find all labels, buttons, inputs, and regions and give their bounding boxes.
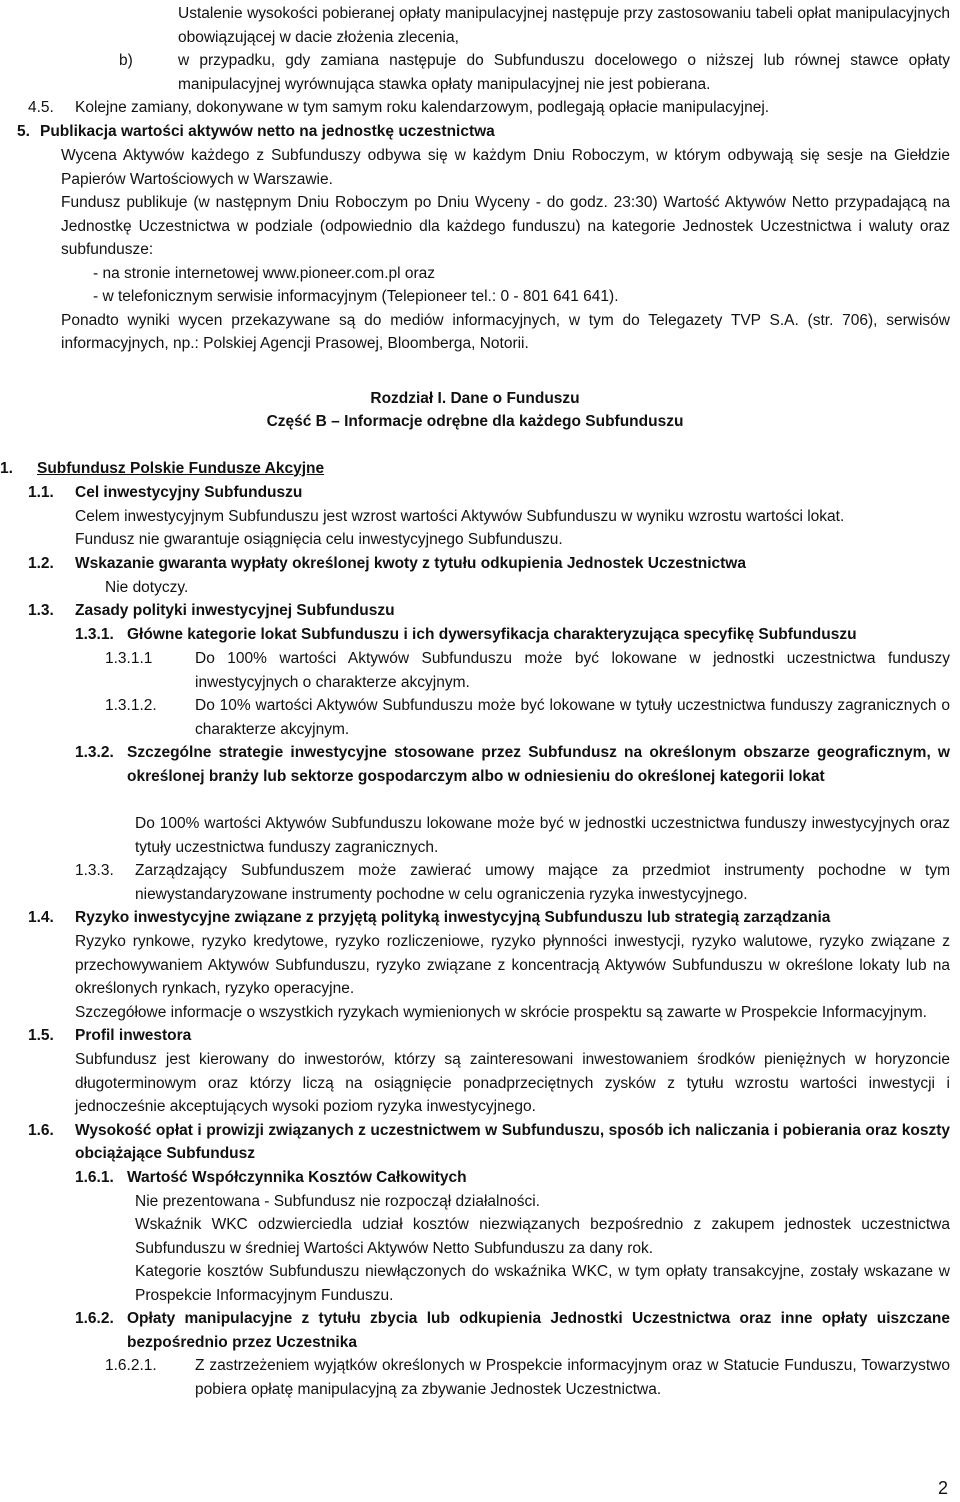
- section-1-3-2-heading: [0, 741, 960, 812]
- list-item-text: w przypadku, gdy zamiana następuje do Subfunduszu docelowego o niższej lub równej stawce opłaty manipulacyjnej wyrównująca stawka opłaty manipulacyjnej nie jest pobierana.: [178, 52, 950, 93]
- section-5-heading: [0, 120, 960, 144]
- section-number: 1.5.: [28, 1027, 54, 1044]
- list-marker: b): [119, 52, 133, 69]
- section-1-6-heading: [0, 1119, 960, 1166]
- clause-number: 1.3.1.1: [105, 650, 153, 667]
- section-title: Cel inwestycyjny Subfunduszu: [75, 483, 303, 501]
- paragraph: Szczegółowe informacje o wszystkich ryzykach wymienionych w skrócie prospektu są zawarte w Prospekcie Informacyjnym.: [75, 1003, 927, 1021]
- section-number: 1.3.2.: [75, 744, 114, 761]
- section-title: Ryzyko inwestycyjne związane z przyjętą polityką inwestycyjną Subfunduszu lub strategią zarządzania: [75, 909, 831, 926]
- page-number: 2: [937, 1477, 948, 1498]
- section-1-6-2-heading: [0, 1307, 960, 1354]
- clause-text: Do 100% wartości Aktywów Subfunduszu może być lokowane w jednostki uczestnictwa funduszy inwestycyjnych o charakterze akcyjnym.: [195, 650, 950, 691]
- section-title: Subfundusz Polskie Fundusze Akcyjne: [37, 459, 325, 477]
- section-1-4-heading: [0, 906, 960, 930]
- section-title: Wskazanie gwaranta wypłaty określonej kwoty z tytułu odkupienia Jednostek Uczestnictwa: [75, 554, 746, 572]
- paragraph: Ponadto wyniki wycen przekazywane są do mediów informacyjnych, w tym do Telegazety TVP S.A. (str. 706), serwisów informacyjnych, np.: Polskiej Agencji Prasowej, Bloomberga, Notorii.: [61, 311, 950, 352]
- document-page: [0, 2, 960, 1401]
- clause-number: 1.3.3.: [75, 862, 114, 879]
- clause-text: Zarządzający Subfunduszem może zawierać umowy mające za przedmiot instrumenty pochodne w tym niewystandaryzowane instrumenty pochodne w celu ograniczenia ryzyka inwestycyjnego.: [135, 862, 950, 903]
- section-number: 1.: [0, 459, 13, 477]
- section-title: Zasady polityki inwestycyjnej Subfunduszu: [75, 602, 395, 619]
- section-number: 1.1.: [28, 483, 54, 501]
- section-1-5-heading: [0, 1024, 960, 1048]
- section-title: Wartość Współczynnika Kosztów Całkowitych: [127, 1168, 467, 1186]
- section-number: 1.6.: [28, 1121, 54, 1139]
- paragraph: Do 100% wartości Aktywów Subfunduszu lokowane może być w jednostki uczestnictwa funduszy inwestycyjnych oraz tytuły uczestnictwa funduszy zagranicznych.: [135, 815, 950, 856]
- section-number: 5.: [17, 123, 30, 140]
- paragraph: Wskaźnik WKC odzwierciedla udział kosztów niezwiązanych bezpośrednio z zakupem jednostek uczestnictwa Subfunduszu w średniej Wartości Aktywów Netto Subfunduszu za dany rok.: [135, 1216, 950, 1257]
- section-number: 1.6.2.: [75, 1310, 114, 1327]
- paragraph: Fundusz nie gwarantuje osiągnięcia celu inwestycyjnego Subfunduszu.: [75, 531, 563, 548]
- section-1-6-1-heading: [0, 1166, 960, 1190]
- paragraph: Ryzyko rynkowe, ryzyko kredytowe, ryzyko rozliczeniowe, ryzyko płynności inwestycji, ryzyko walutowe, ryzyko związane z przechowywaniem Aktywów Subfunduszu, ryzyko związane z koncentracją Aktywów Subfunduszu w określone lokaty lub na określonych rynkach, ryzyko operacyjne.: [75, 933, 950, 997]
- section-title: Wysokość opłat i prowizji związanych z uczestnictwem w Subfunduszu, sposób ich naliczania i pobierania oraz koszty obciążające Subfundusz: [75, 1121, 950, 1162]
- clause-text: Do 10% wartości Aktywów Subfunduszu może być lokowane w tytuły uczestnictwa funduszy zagranicznych o charakterze akcyjnym.: [195, 697, 950, 738]
- clause-text: Kolejne zamiany, dokonywane w tym samym roku kalendarzowym, podlegają opłacie manipulacyjnej.: [75, 99, 770, 116]
- clause-number: 1.3.1.2.: [105, 697, 157, 714]
- clause-1-3-1-2: [0, 694, 960, 741]
- list-item: - w telefonicznym serwisie informacyjnym (Telepioneer tel.: 0 - 801 641 641).: [93, 288, 619, 305]
- section-1-3-1-heading: [0, 623, 960, 647]
- paragraph: Celem inwestycyjnym Subfunduszu jest wzrost wartości Aktywów Subfunduszu w wyniku wzrostu wartości lokat.: [75, 507, 845, 525]
- section-1-heading: [0, 457, 960, 481]
- list-item-b: [0, 49, 960, 96]
- clause-number: 4.5.: [28, 99, 54, 116]
- paragraph: Nie dotyczy.: [105, 578, 189, 596]
- clause-number: 1.6.2.1.: [105, 1357, 157, 1374]
- clause-4-5: [0, 96, 960, 120]
- chapter-title: Rozdział I. Dane o Funduszu: [370, 389, 580, 407]
- section-number: 1.6.1.: [75, 1168, 114, 1186]
- list-item: - na stronie internetowej www.pioneer.com.pl oraz: [93, 264, 436, 282]
- section-title: Profil inwestora: [75, 1027, 192, 1044]
- chapter-subtitle: Część B – Informacje odrębne dla każdego Subfunduszu: [266, 413, 684, 430]
- section-number: 1.3.: [28, 602, 54, 619]
- clause-1-6-2-1: [0, 1354, 960, 1401]
- paragraph: Subfundusz jest kierowany do inwestorów, którzy są zainteresowani inwestowaniem środków pieniężnych w horyzoncie długoterminowym oraz którzy liczą na osiągnięcie ponadprzeciętnych zysków z tytułu wzrostu wartości inwestycji i jednocześnie akceptujących wysoki poziom ryzyka inwestycyjnego.: [75, 1051, 950, 1115]
- section-title: Główne kategorie lokat Subfunduszu i ich dywersyfikacja charakteryzująca specyfikę Subfunduszu: [127, 626, 857, 643]
- paragraph: Nie prezentowana - Subfundusz nie rozpoczął działalności.: [135, 1192, 540, 1210]
- paragraph: Kategorie kosztów Subfunduszu niewłączonych do wskaźnika WKC, w tym opłaty transakcyjne, zostały wskazane w Prospekcie Informacyjnym Funduszu.: [135, 1263, 950, 1304]
- section-1-2-heading: [0, 552, 960, 576]
- section-title: Opłaty manipulacyjne z tytułu zbycia lub odkupienia Jednostki Uczestnictwa oraz inne opłaty uiszczane bezpośrednio przez Uczestnika: [127, 1310, 950, 1351]
- paragraph: Wycena Aktywów każdego z Subfunduszy odbywa się w każdym Dniu Roboczym, w którym odbywają się sesje na Giełdzie Papierów Wartościowych w Warszawie.: [61, 147, 950, 188]
- paragraph: Fundusz publikuje (w następnym Dniu Roboczym po Dniu Wyceny - do godz. 23:30) Wartość Aktywów Netto przypadającą na Jednostkę Uczestnictwa w podziale (odpowiednio dla każdego funduszu) na kategorie Jednostek Uczestnictwa i waluty oraz subfundusze:: [61, 194, 950, 258]
- section-1-3-heading: [0, 599, 960, 623]
- clause-text: Z zastrzeżeniem wyjątków określonych w Prospekcie informacyjnym oraz w Statucie Funduszu, Towarzystwo pobiera opłatę manipulacyjną za zbywanie Jednostek Uczestnictwa.: [195, 1357, 950, 1398]
- clause-1-3-3: [0, 859, 960, 906]
- section-title: Szczególne strategie inwestycyjne stosowane przez Subfundusz na określonym obszarze geograficznym, w określonej branży lub sektorze gospodarczym albo w odniesieniu do określonej kategorii lokat: [127, 744, 950, 785]
- section-number: 1.4.: [28, 909, 54, 926]
- section-number: 1.3.1.: [75, 626, 114, 643]
- section-title: Publikacja wartości aktywów netto na jednostkę uczestnictwa: [40, 123, 495, 140]
- paragraph-text: Ustalenie wysokości pobieranej opłaty manipulacyjnej następuje przy zastosowaniu tabeli opłat manipulacyjnych obowiązującej w dacie złożenia zlecenia,: [178, 5, 950, 46]
- paragraph: [178, 2, 950, 49]
- clause-1-3-1-1: [0, 647, 960, 694]
- section-number: 1.2.: [28, 554, 54, 572]
- section-1-1-heading: [0, 481, 960, 505]
